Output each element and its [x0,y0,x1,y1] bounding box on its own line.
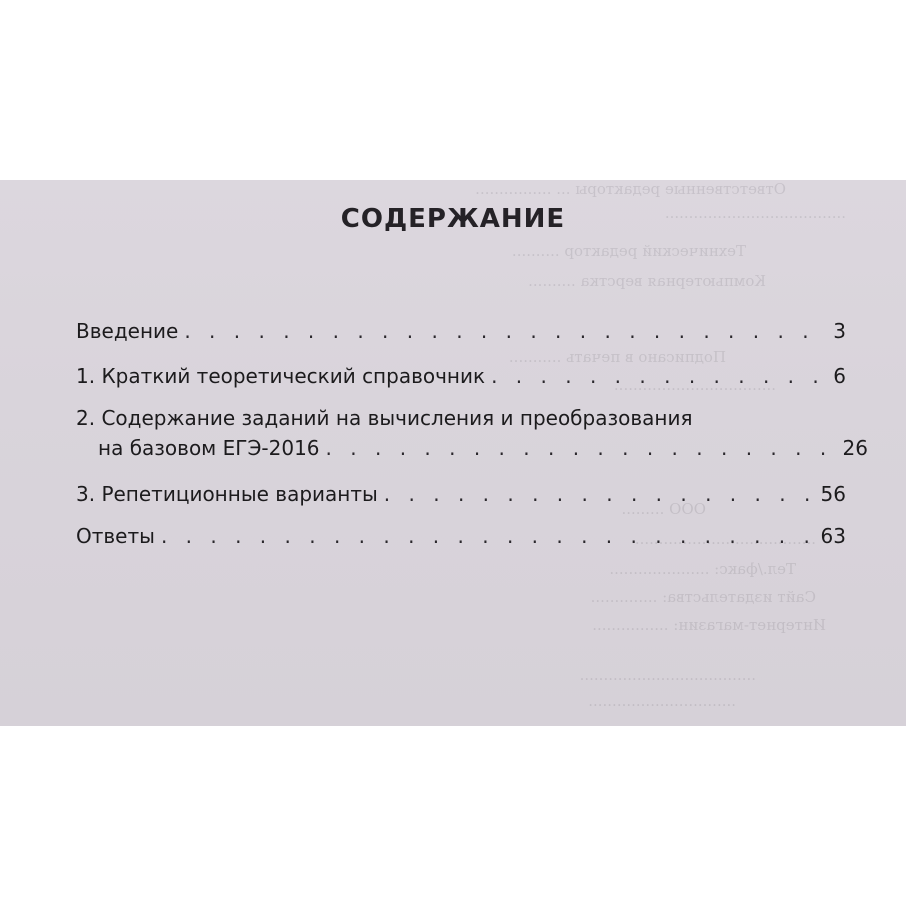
show-through-text: Ответственные редакторы ... ................ ...................................... Технический редактор .......... Компьютерная верстка .......... Подписано в печать ........... .................................. ООО ......... ...................................... Тел./факс: ..................... Сайт издательства: .............. Интернет-магазин: ................ ..................................... ............................... [475,180,846,710]
toc-entry-section-2-line-2 [76,433,868,463]
book-page [0,180,906,726]
dot-leader [326,433,837,463]
toc-entry-label: 3. Репетиционные варианты [76,482,378,506]
toc-entry-section-3 [76,479,846,509]
dot-leader [384,479,815,509]
dot-leader [491,361,827,391]
dot-leader [184,316,827,346]
toc-entry-label: Ответы [76,524,155,548]
toc-entry-page: 63 [820,524,846,548]
toc-entry-page: 56 [820,482,846,506]
toc-entry-page: 3 [833,319,846,343]
toc-entry-introduction [76,316,846,346]
toc-entry-label: Введение [76,319,179,343]
toc-entry-section-1 [76,361,846,391]
toc-entry-label: на базовом ЕГЭ-2016 [98,436,320,460]
toc-entry-answers [76,521,846,551]
dot-leader [161,521,815,551]
toc-entry-page: 26 [842,436,868,460]
page-title: СОДЕРЖАНИЕ [340,204,566,234]
toc-entry-label: 1. Краткий теоретический справочник [76,364,486,388]
toc-entry-section-2-line-1 [76,403,846,433]
toc-entry-page: 6 [833,364,846,388]
toc-entry-label: 2. Содержание заданий на вычисления и преобразования [76,406,693,430]
